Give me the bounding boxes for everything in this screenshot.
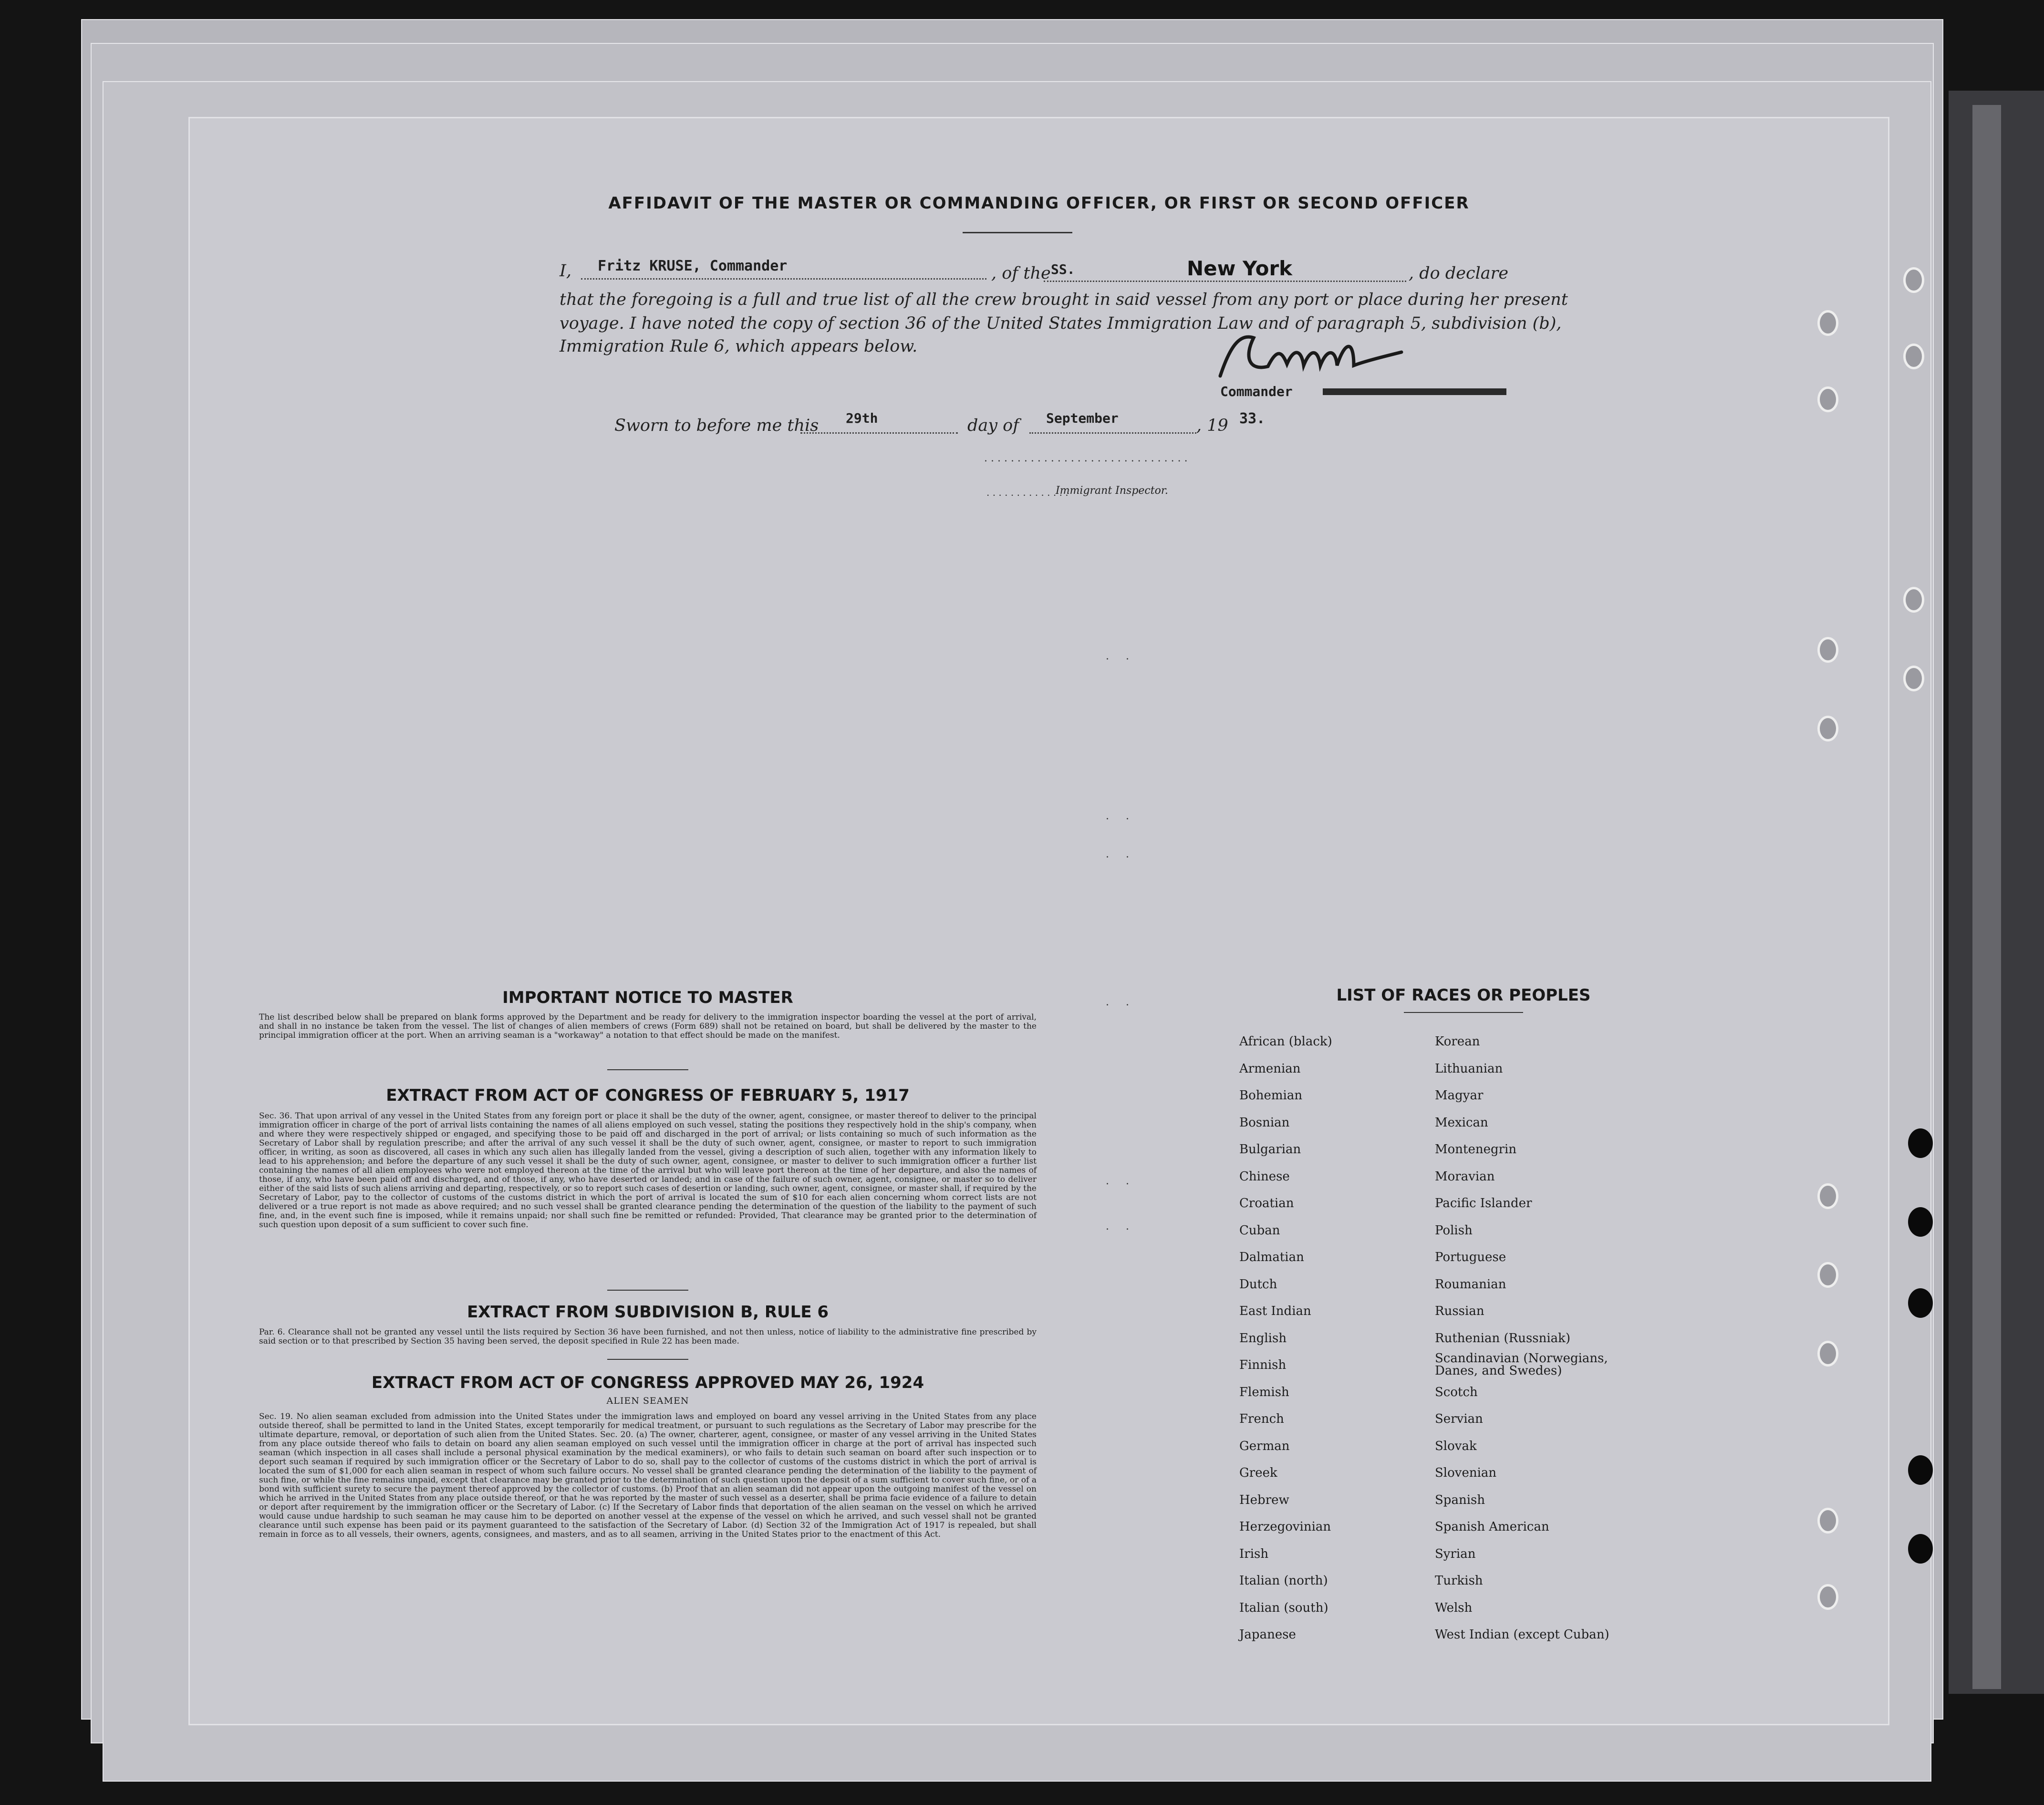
race-item: Italian (north)	[1239, 1574, 1328, 1588]
race-item: East Indian	[1239, 1304, 1311, 1318]
punch-hole	[1817, 1341, 1838, 1367]
sworn-day: 29th	[846, 410, 878, 426]
punch-hole	[1908, 1534, 1933, 1564]
race-item: Mexican	[1435, 1115, 1488, 1130]
punch-hole	[1908, 1288, 1933, 1318]
dots: . . . . . . . . . . . . . . . . . . . . . . . . . . . . . . .	[984, 452, 1188, 464]
underline	[1044, 281, 1406, 282]
race-item: Chinese	[1239, 1169, 1290, 1184]
race-item: Flemish	[1239, 1385, 1289, 1399]
race-item: Turkish	[1435, 1574, 1483, 1588]
mark: . .	[1106, 996, 1136, 1008]
extract-1924-text: Sec. 19. No alien seaman excluded from admission into the United States under the immigration laws and employed on board any vessel arriving in the United States from any place outside thereof, shall be permitted to land in the United States, except temporarily for medical treatment, or pursuant to such regulations as the Secretary of Labor may prescribe for the ultimate departure, removal, or deportation of such alien from the United States. Sec. 20. (a) The owner, charterer, agent, consignee, or master of any vessel arriving in the United States from any place outside thereof who fails to detain on board any alien seaman employed on such vessel until the immigration officer in charge at the port of arrival has inspected such seaman (which inspection in all cases shall include a personal physical examination by the medical examiners), or who fails to detain such seaman on board after such inspection or to deport such seaman if required by such immigration officer or the Secretary of Labor to do so, shall pay to the collector of customs of the customs district in which the port of arrival is located the sum of $1,000 for each alien seaman in respect of whom such failure occurs. No vessel shall be granted clearance pending the determination of the liability to the payment of such fine, or while the fine remains unpaid, except that clearance may be granted prior to the determination of such question upon the deposit of a sum sufficient to cover such fine, or of a bond with sufficient surety to secure the payment thereof approved by the collector of customs. (b) Proof that an alien seaman did not appear upon the outgoing manifest of the vessel on which he arrived in the United States from any place outside thereof, or that he was reported by the master of such vessel as a deserter, shall be prima facie evidence of a failure to detain or deport after requirement by the immigration officer or the Secretary of Labor. (c) If the Secretary of Labor finds that deportation of the alien seaman on the vessel on which he arrived would cause undue hardship to such seaman he may cause him to be deported on another vessel at the expense of the vessel on which he arrived, and such vessel shall not be granted clearance until such expense has been paid or its payment guaranteed to the satisfaction of the Secretary of Labor. (d) Section 32 of the Immigration Act of 1917 is repealed, but shall remain in force as to all vessels, their owners, agents, consignees, and masters, and as to all seamen, arriving in the United States prior to the enactment of this Act.	[259, 1412, 1037, 1539]
punch-hole	[1903, 666, 1924, 691]
race-item: Croatian	[1239, 1196, 1294, 1210]
dots: . . . . . . . . . . . . . .	[986, 487, 1069, 498]
race-item: Slovenian	[1435, 1466, 1497, 1480]
strikeout	[1323, 388, 1506, 395]
mark: . .	[1106, 650, 1136, 662]
mark: . .	[1106, 1175, 1136, 1187]
extract-1924-title: EXTRACT FROM ACT OF CONGRESS APPROVED MAY 26, 1924	[371, 1373, 924, 1392]
divider	[1404, 1012, 1523, 1013]
race-item: French	[1239, 1412, 1284, 1426]
mark: . .	[1106, 1221, 1136, 1232]
sworn-label: Sworn to before me this	[614, 416, 819, 435]
underline	[1029, 432, 1196, 434]
mark: . .	[1106, 810, 1136, 822]
punch-hole	[1903, 267, 1924, 293]
race-item: African (black)	[1239, 1034, 1332, 1049]
race-item: Italian (south)	[1239, 1600, 1328, 1615]
race-item: Polish	[1435, 1223, 1473, 1238]
underline	[800, 432, 958, 434]
ss-label: SS.	[1051, 261, 1075, 277]
day-of-label: day of	[967, 416, 1019, 435]
race-item: Servian	[1435, 1412, 1483, 1426]
year-prefix: , 19	[1196, 416, 1228, 435]
punch-hole	[1908, 1455, 1933, 1485]
vessel-name: New York	[1187, 257, 1293, 280]
race-item: Roumanian	[1435, 1277, 1506, 1292]
punch-hole	[1817, 1262, 1838, 1288]
sworn-month: September	[1046, 410, 1119, 426]
race-item: Ruthenian (Russniak)	[1435, 1331, 1571, 1346]
divider	[963, 232, 1072, 233]
signature-title: Commander	[1220, 384, 1293, 399]
race-item: Lithuanian	[1435, 1061, 1503, 1076]
mark: . .	[1106, 848, 1136, 860]
affidavit-title: AFFIDAVIT OF THE MASTER OR COMMANDING OFFICER, OR FIRST OR SECOND OFFICER	[608, 194, 1470, 213]
punch-hole	[1817, 1584, 1838, 1610]
race-item: Armenian	[1239, 1061, 1301, 1076]
race-item: Spanish	[1435, 1492, 1485, 1507]
race-item: Portuguese	[1435, 1250, 1506, 1264]
notice-text: The list described below shall be prepared on blank forms approved by the Department and be ready for delivery to the immigration inspector boarding the vessel at the port of arrival, and shall in no instance be taken from the vessel. The list of changes of alien members of crews (Form 689) shall not be retained on board, but shall be delivered by the master to the principal immigration officer at the port. When an arriving seaman is a "workaway" a notation to that effect should be made on the manifest.	[259, 1012, 1037, 1040]
race-item: Bulgarian	[1239, 1142, 1301, 1157]
race-item: Bosnian	[1239, 1115, 1290, 1130]
punch-hole	[1903, 344, 1924, 369]
binder-edge	[1972, 105, 2001, 1689]
race-item: English	[1239, 1331, 1287, 1346]
race-item: Dutch	[1239, 1277, 1277, 1292]
race-item: Japanese	[1239, 1628, 1296, 1642]
punch-hole	[1817, 1183, 1838, 1209]
of-the-label: , of the	[991, 264, 1051, 283]
race-item: Dalmatian	[1239, 1250, 1304, 1264]
race-item: Magyar	[1435, 1088, 1484, 1103]
punch-hole	[1817, 310, 1838, 336]
race-item: Moravian	[1435, 1169, 1495, 1184]
race-item: Finnish	[1239, 1358, 1287, 1372]
race-item: Cuban	[1239, 1223, 1280, 1238]
notice-title: IMPORTANT NOTICE TO MASTER	[502, 988, 793, 1007]
signature	[1211, 328, 1468, 386]
race-item: Scotch	[1435, 1385, 1478, 1399]
declaration-line: voyage. I have noted the copy of section 36 of the United States Immigration Law and of paragraph 5, subdivision (b),	[560, 314, 1562, 333]
declaration-line: that the foregoing is a full and true list of all the crew brought in said vessel from any port or place during her present	[560, 290, 1568, 309]
race-item: Scandinavian (Norwegians, Danes, and Swedes)	[1435, 1351, 1608, 1378]
extract-1924-subtitle: ALIEN SEAMEN	[606, 1396, 689, 1406]
divider	[607, 1359, 688, 1360]
race-item: Korean	[1435, 1034, 1480, 1049]
extract-rule6-text: Par. 6. Clearance shall not be granted any vessel until the lists required by Section 36 have been furnished, and not then unless, notice of liability to the administrative fine prescribed by said section or to that prescribed by Section 35 having been served, the deposit specified in Rule 22 has been made.	[259, 1327, 1037, 1346]
declaration-line: Immigration Rule 6, which appears below.	[560, 337, 918, 356]
underline	[581, 278, 986, 280]
divider	[607, 1069, 688, 1070]
race-item: Herzegovinian	[1239, 1520, 1331, 1534]
punch-hole	[1908, 1207, 1933, 1237]
race-item: Russian	[1435, 1304, 1484, 1318]
race-item: Bohemian	[1239, 1088, 1303, 1103]
extract-1917-text: Sec. 36. That upon arrival of any vessel in the United States from any foreign port or place it shall be the duty of the owner, agent, consignee, or master thereof to deliver to the principal immigration officer in charge of the port of arrival lists containing the names of all aliens employed on such vessel, stating the positions they respectively hold in the ship's company, when and where they were respectively shipped or engaged, and specifying those to be paid off and discharged in the port of arrival; or lists containing so much of such information as the Secretary of Labor shall by regulation prescribe; and after the arrival of any such vessel it shall be the duty of such owner, agent, consignee, or master to report to such immigration officer, in writing, as soon as discovered, all cases in which any such alien has illegally landed from the vessel, giving a description of such alien, together with any information likely to lead to his apprehension; and before the departure of any such vessel it shall be the duty of such owner, agent, consignee, or master to deliver to such immigration officer a further list containing the names of all alien employees who were not employed thereon at the time of the arrival but who will leave port thereon at the time of her departure, and also the names of those, if any, who have been paid off and discharged, and of those, if any, who have deserted or landed; and in case of the failure of such owner, agent, consignee, or master so to deliver either of the said lists of such aliens arriving and departing, respectively, or so to report such cases of desertion or landing, such owner, agent, consignee, or master shall, if required by the Secretary of Labor, pay to the collector of customs of the customs district in which the port of arrival is located the sum of $10 for each alien concerning whom correct lists are not delivered or a true report is not made as above required; and no such vessel shall be granted clearance pending the determination of the question of the liability to the payment of such fine, and, in the event such fine is imposed, while it remains unpaid; nor shall such fine be remitted or refunded: Provided, That clearance may be granted prior to the determination of such question upon deposit of a sum sufficient to cover such fine.	[259, 1111, 1037, 1230]
affidavit-page	[188, 117, 1889, 1725]
race-item: Spanish American	[1435, 1520, 1549, 1534]
race-item: German	[1239, 1439, 1290, 1453]
punch-hole	[1817, 1508, 1838, 1534]
officer-name: Fritz KRUSE, Commander	[598, 258, 788, 274]
race-item: Slovak	[1435, 1439, 1477, 1453]
i-label: I,	[560, 261, 571, 281]
race-item: Montenegrin	[1435, 1142, 1517, 1157]
punch-hole	[1817, 716, 1838, 741]
divider	[607, 1290, 688, 1291]
extract-1917-title: EXTRACT FROM ACT OF CONGRESS OF FEBRUARY 5, 1917	[386, 1086, 910, 1105]
inspector-label: Immigrant Inspector.	[1056, 485, 1168, 497]
punch-hole	[1817, 637, 1838, 663]
race-item: Pacific Islander	[1435, 1196, 1532, 1210]
extract-rule6-title: EXTRACT FROM SUBDIVISION B, RULE 6	[467, 1303, 829, 1322]
race-item: Greek	[1239, 1466, 1277, 1480]
punch-hole	[1908, 1128, 1933, 1158]
do-declare-label: , do declare	[1409, 264, 1509, 283]
race-item: West Indian (except Cuban)	[1435, 1628, 1609, 1642]
races-title: LIST OF RACES OR PEOPLES	[1336, 986, 1591, 1005]
race-item: Hebrew	[1239, 1492, 1289, 1507]
race-item: Welsh	[1435, 1600, 1473, 1615]
punch-hole	[1817, 386, 1838, 412]
race-item: Irish	[1239, 1546, 1269, 1561]
sworn-year: 33.	[1239, 410, 1266, 427]
punch-hole	[1903, 587, 1924, 613]
race-item: Syrian	[1435, 1546, 1476, 1561]
